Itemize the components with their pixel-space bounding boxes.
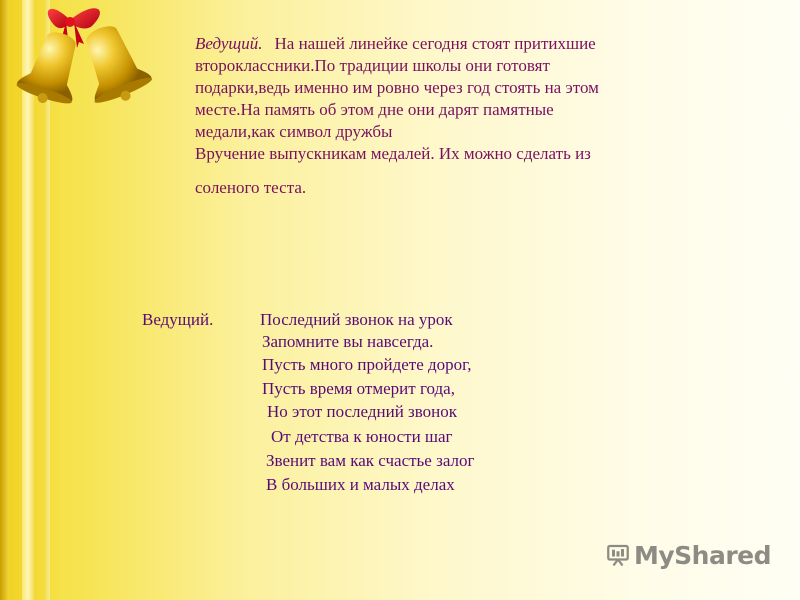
poem-speaker: Ведущий. — [142, 310, 214, 329]
poem-line: От детства к юности шаг — [271, 427, 453, 446]
bells-ribbon-icon — [0, 0, 200, 120]
intro-line: месте.На память об этом дне они дарят памятные — [195, 100, 554, 119]
intro-line: медали,как символ дружбы — [195, 122, 393, 141]
intro-line: соленого теста. — [195, 178, 307, 197]
poem-line: Звенит вам как счастье залог — [266, 451, 475, 470]
presentation-logo-icon — [606, 539, 630, 571]
intro-paragraph — [195, 33, 685, 199]
intro-line: второклассники.По традиции школы они готовят — [195, 56, 550, 75]
watermark-text: MyShared — [633, 540, 771, 570]
myshared-watermark — [606, 538, 771, 572]
intro-speaker: Ведущий. — [195, 34, 263, 53]
poem-line: Пусть время отмерит года, — [262, 379, 455, 398]
poem-line: Но этот последний звонок — [267, 402, 458, 421]
intro-line: подарки,ведь именно им ровно через год стоять на этом — [195, 78, 599, 97]
poem-line: Запомните вы навсегда. — [262, 332, 434, 351]
poem-line: В больших и малых делах — [266, 475, 455, 494]
poem-line: Последний звонок на урок — [260, 310, 453, 329]
poem-line: Пусть много пройдете дорог, — [262, 355, 472, 374]
intro-line: Вручение выпускникам медалей. Их можно сделать из — [195, 144, 591, 163]
intro-line: На нашей линейке сегодня стоят притихшие — [274, 34, 596, 53]
